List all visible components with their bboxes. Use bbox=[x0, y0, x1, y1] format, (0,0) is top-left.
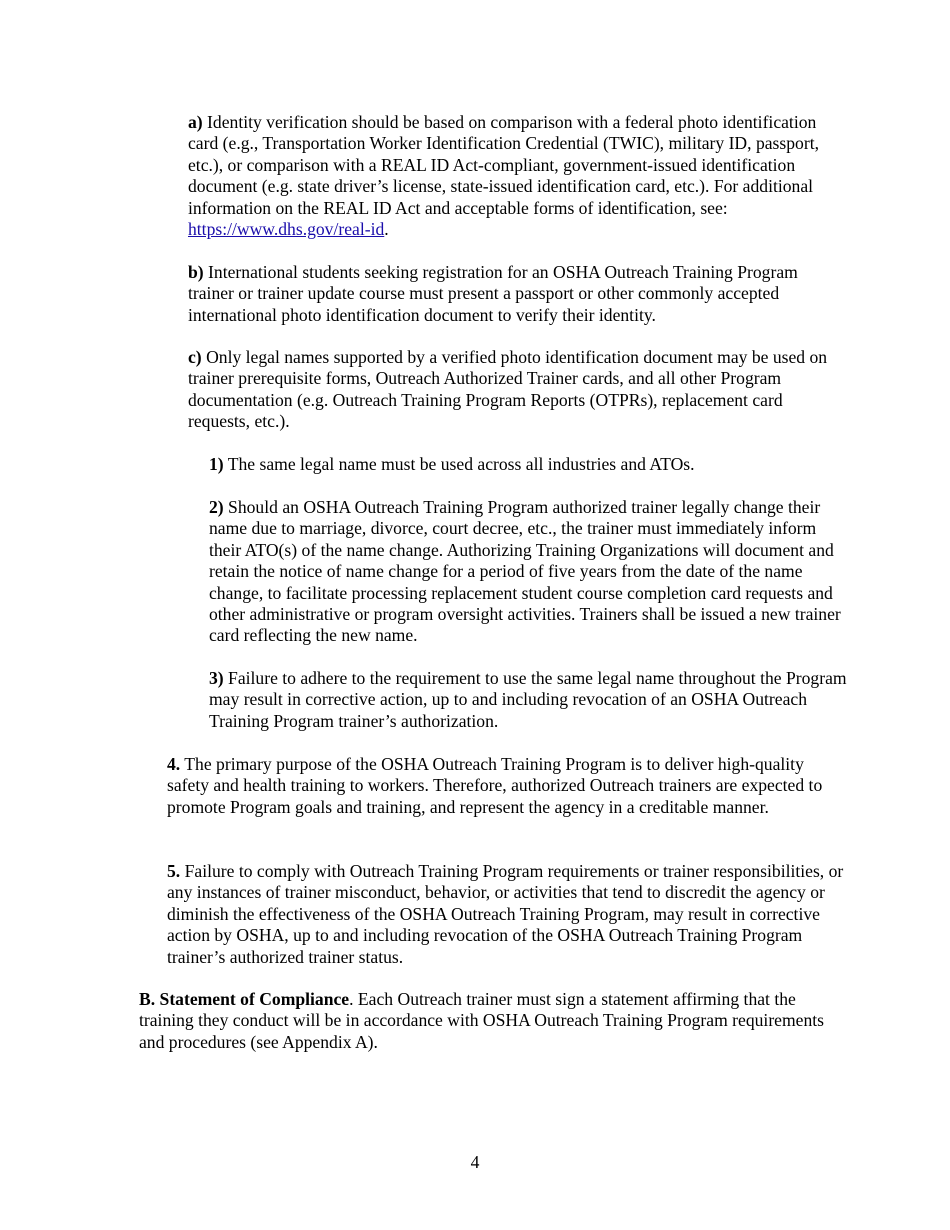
paragraph-b-text: International students seeking registration for an OSHA Outreach Training Program trainer or trainer update course must present a passport or other commonly accepted international photo identification document to verify their identity. bbox=[188, 262, 798, 325]
paragraph-4-text: The primary purpose of the OSHA Outreach Training Program is to deliver high-quality safety and health training to workers. Therefore, authorized Outreach trainers are expected to promote Program goals and training, and represent the agency in a creditable manner. bbox=[167, 754, 823, 817]
paragraph-a-marker: a) bbox=[188, 112, 203, 132]
paragraph-4-marker: 4. bbox=[167, 754, 181, 774]
paragraph-a-end: . bbox=[384, 219, 389, 240]
paragraph-b-marker: b) bbox=[188, 262, 204, 282]
paragraph-a bbox=[188, 112, 848, 240]
paragraph-c3 bbox=[209, 668, 849, 732]
paragraph-5 bbox=[167, 861, 847, 968]
paragraph-c-text: Only legal names supported by a verified photo identification document may be used on trainer prerequisite forms, Outreach Authorized Trainer cards, and all other Program documentation (e.g. Outreach Training Program Reports (OTPRs), replacement card requests, etc.). bbox=[188, 347, 828, 432]
paragraph-c2-marker: 2) bbox=[209, 497, 224, 517]
page-number: 4 bbox=[470, 1152, 480, 1172]
paragraph-a-text: Identity verification should be based on comparison with a federal photo identification card (e.g., Transportation Worker Identification Credential (TWIC), military ID, passport, etc.), or comparison with a REAL ID Act-compliant, government-issued identification document (e.g. state driver’s license, state-issued identification card, etc.). For additional information on the REAL ID Act and acceptable forms of identification, see: bbox=[188, 112, 819, 218]
paragraph-c1-text: The same legal name must be used across all industries and ATOs. bbox=[223, 454, 695, 474]
paragraph-b bbox=[188, 262, 848, 326]
paragraph-c2-text: Should an OSHA Outreach Training Program authorized trainer legally change their name due to marriage, divorce, court decree, etc., the trainer must immediately inform their ATO(s) of the name change. Authorizing Training Organizations will document and retain the notice of name change for a period of five years from the date of the name change, to facilitate processing replacement student course completion card requests and other administrative or program oversight activities. Trainers shall be issued a new trainer card reflecting the new name. bbox=[209, 497, 841, 646]
paragraph-c-marker: c) bbox=[188, 347, 202, 367]
paragraph-c1-marker: 1) bbox=[209, 454, 224, 474]
paragraph-c3-text: Failure to adhere to the requirement to use the same legal name throughout the Program may result in corrective action, up to and including revocation of an OSHA Outreach Training Program trainer’s authorization. bbox=[209, 668, 847, 731]
real-id-link[interactable]: https://www.dhs.gov/real-id bbox=[188, 219, 385, 240]
paragraph-c1 bbox=[209, 454, 849, 475]
paragraph-4 bbox=[167, 754, 847, 818]
paragraph-c2 bbox=[209, 497, 849, 647]
section-b-text: . Each Outreach trainer must sign a statement affirming that the training they conduct will be in accordance with OSHA Outreach Training Program requirements and procedures (see Appendix A). bbox=[139, 989, 825, 1052]
paragraph-c3-marker: 3) bbox=[209, 668, 224, 688]
paragraph-c bbox=[188, 347, 848, 433]
paragraph-5-marker: 5. bbox=[167, 861, 181, 881]
paragraph-5-text: Failure to comply with Outreach Training Program requirements or trainer responsibilities, or any instances of trainer misconduct, behavior, or activities that tend to discredit the agency or diminish the effectiveness of the OSHA Outreach Training Program, may result in corrective action by OSHA, up to and including revocation of the OSHA Outreach Training Program trainer’s authorized trainer status. bbox=[167, 861, 844, 967]
section-b-heading: B. Statement of Compliance bbox=[139, 989, 350, 1009]
section-b-statement-of-compliance bbox=[139, 989, 849, 1053]
